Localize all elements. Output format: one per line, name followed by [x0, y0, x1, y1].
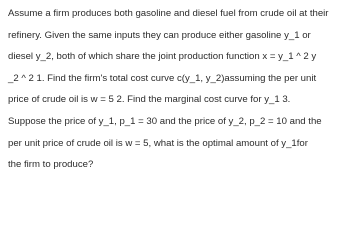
problem-line-6: Suppose the price of y_1, p_1 = 30 and the price of y_2, p_2 = 10 and the: [8, 115, 322, 127]
problem-line-5: price of crude oil is w = 5 2. Find the marginal cost curve for y_1 3.: [8, 94, 291, 106]
problem-line-2: refinery. Given the same inputs they can produce either gasoline y_1 or: [8, 29, 311, 41]
problem-text-block: [8, 3, 350, 176]
problem-line-8: the firm to produce?: [8, 159, 94, 171]
problem-line-3: diesel y_2, both of which share the joint production function x = y_1 ^ 2 y: [8, 51, 317, 63]
problem-line-4: _2 ^ 2 1. Find the firm's total cost curve c(y_1, y_2)assuming the per unit: [8, 72, 317, 84]
problem-line-1: Assume a firm produces both gasoline and diesel fuel from crude oil at their: [8, 8, 329, 19]
problem-line-7: per unit price of crude oil is w = 5, what is the optimal amount of y_1for: [8, 137, 308, 149]
